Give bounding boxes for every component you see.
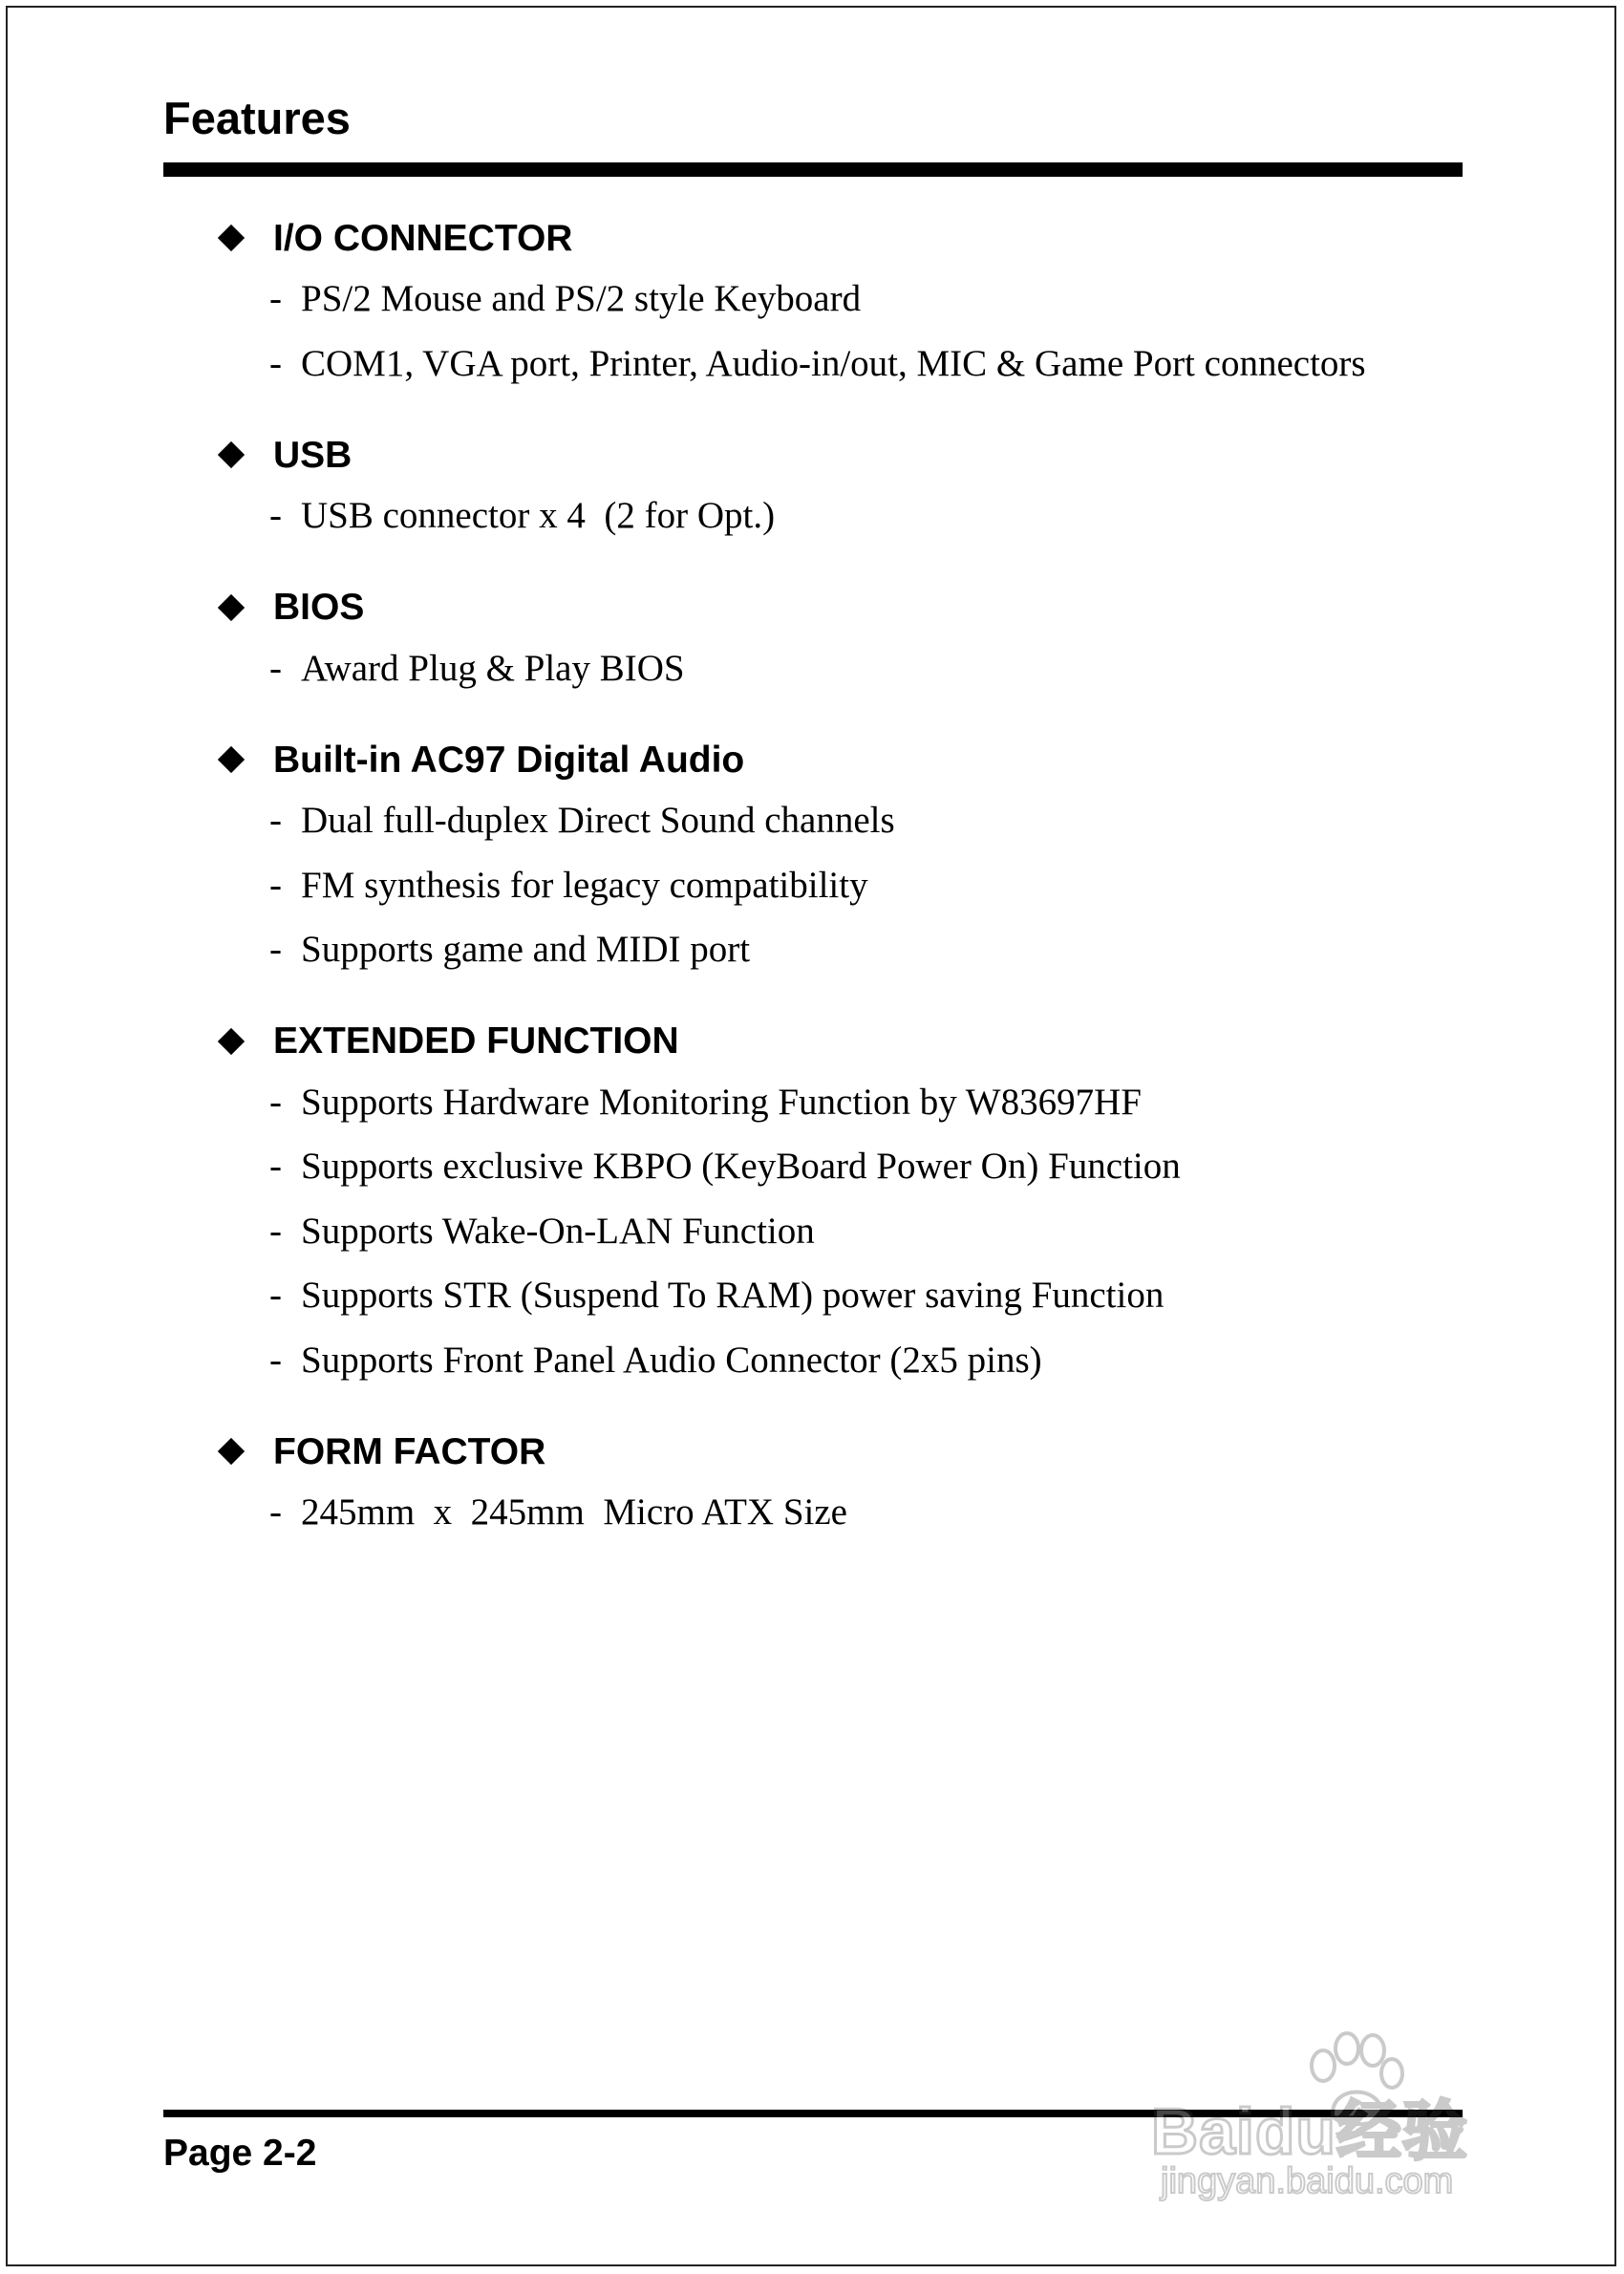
list-item-text: 245mm x 245mm Micro ATX Size — [301, 1491, 847, 1534]
list-item-text: Supports Wake-On-LAN Function — [301, 1210, 815, 1252]
diamond-bullet-icon — [218, 746, 245, 773]
watermark-url: jingyan.baidu.com — [1161, 2161, 1454, 2201]
list-item — [218, 853, 1460, 918]
dash-marker: - — [269, 1081, 282, 1123]
list-item — [218, 1070, 1460, 1135]
list-item-text: Supports game and MIDI port — [301, 929, 751, 971]
list-item — [218, 1263, 1460, 1328]
diamond-bullet-icon — [218, 441, 245, 468]
feature-section — [218, 209, 1460, 396]
page-title: Features — [163, 93, 351, 143]
list-item — [218, 1134, 1460, 1199]
section-heading — [218, 579, 1460, 636]
diamond-bullet-icon — [218, 1438, 245, 1465]
dash-marker: - — [269, 278, 282, 320]
watermark — [1151, 2027, 1533, 2219]
watermark-text: Baidu经验 — [1151, 2095, 1468, 2168]
section-heading — [218, 209, 1460, 267]
diamond-bullet-icon — [218, 1027, 245, 1054]
list-item-text: PS/2 Mouse and PS/2 style Keyboard — [301, 278, 862, 320]
section-heading — [218, 1013, 1460, 1070]
list-item — [218, 1480, 1460, 1545]
list-item-text: USB connector x 4 (2 for Opt.) — [301, 495, 776, 537]
title-rule — [163, 162, 1463, 177]
feature-section — [218, 731, 1460, 982]
section-heading — [218, 426, 1460, 483]
list-item-text: COM1, VGA port, Printer, Audio-in/out, MIC & Game Port connectors — [301, 342, 1366, 384]
dash-marker: - — [269, 1146, 282, 1188]
feature-section — [218, 579, 1460, 701]
dash-marker: - — [269, 929, 282, 971]
list-item — [218, 1199, 1460, 1264]
list-item-text: Dual full-duplex Direct Sound channels — [301, 800, 895, 842]
list-item-text: Supports Hardware Monitoring Function by W83697HF — [301, 1081, 1142, 1123]
feature-section — [218, 426, 1460, 548]
dash-marker: - — [269, 342, 282, 384]
list-item — [218, 917, 1460, 982]
dash-marker: - — [269, 495, 282, 537]
dash-marker: - — [269, 864, 282, 906]
page-number: Page 2-2 — [163, 2133, 317, 2174]
dash-marker: - — [269, 1339, 282, 1381]
list-item — [218, 332, 1460, 397]
list-item-text: Supports exclusive KBPO (KeyBoard Power On) Function — [301, 1146, 1181, 1188]
dash-marker: - — [269, 1210, 282, 1252]
list-item — [218, 636, 1460, 701]
dash-marker: - — [269, 800, 282, 842]
section-heading-text: I/O CONNECTOR — [273, 217, 573, 259]
section-heading-text: Built-in AC97 Digital Audio — [273, 739, 745, 781]
list-item — [218, 483, 1460, 548]
list-item-text: Supports STR (Suspend To RAM) power saving Function — [301, 1275, 1165, 1317]
dash-marker: - — [269, 647, 282, 689]
section-heading-text: BIOS — [273, 587, 365, 628]
list-item-text: Supports Front Panel Audio Connector (2x5 pins) — [301, 1339, 1042, 1381]
list-item — [218, 267, 1460, 332]
section-heading-text: USB — [273, 434, 353, 476]
section-heading-text: FORM FACTOR — [273, 1430, 546, 1472]
list-item — [218, 1328, 1460, 1393]
dash-marker: - — [269, 1491, 282, 1534]
list-item-text: Award Plug & Play BIOS — [301, 647, 685, 689]
diamond-bullet-icon — [218, 593, 245, 620]
feature-section — [218, 1013, 1460, 1393]
section-heading — [218, 1423, 1460, 1480]
diamond-bullet-icon — [218, 225, 245, 251]
list-item — [218, 788, 1460, 853]
list-item-text: FM synthesis for legacy compatibility — [301, 864, 868, 906]
feature-section — [218, 1423, 1460, 1545]
features-list — [218, 209, 1460, 1576]
section-heading-text: EXTENDED FUNCTION — [273, 1020, 679, 1062]
section-heading — [218, 731, 1460, 788]
dash-marker: - — [269, 1275, 282, 1317]
